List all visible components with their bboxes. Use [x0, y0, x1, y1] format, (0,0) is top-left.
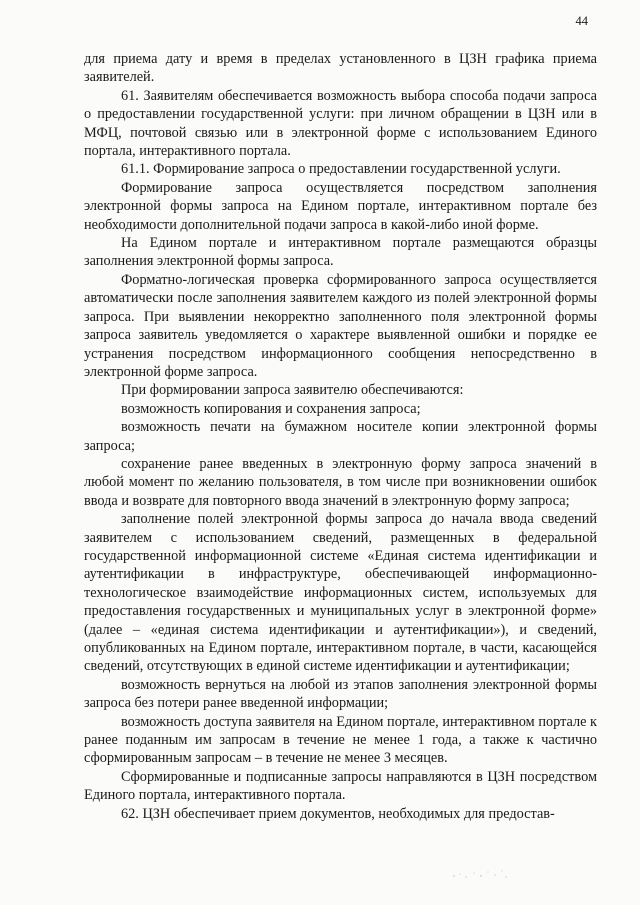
scan-artifact: [450, 868, 510, 880]
list-item: возможность вернуться на любой из этапов заполнения электронной формы запроса без потери ранее введенной информации;: [84, 676, 597, 712]
paragraph-62: 62. ЦЗН обеспечивает прием документов, необходимых для предостав-: [121, 805, 555, 822]
list-item: возможность доступа заявителя на Едином портале, интерактивном портале к ранее поданным им запросам в течение не менее 1 года, а также к частично сформированным запросам – в течение не менее 3 месяцев.: [84, 713, 597, 767]
paragraph: Сформированные и подписанные запросы направляются в ЦЗН посредством Единого портала, интерактивного портала.: [84, 768, 597, 804]
document-body: [84, 50, 597, 823]
paragraph: Форматно-логическая проверка сформированного запроса осуществляется автоматически после заполнения заявителем каждого из полей электронной формы запроса. При выявлении некорректно заполненного поля электронной формы запроса заявитель уведомляется о характере выявленной ошибки и порядке ее устранения посредством информационного сообщения непосредственно в электронной форме запроса.: [84, 271, 597, 380]
page-number: 44: [575, 14, 588, 28]
list-item: сохранение ранее введенных в электронную форму запроса значений в любой момент по желанию пользователя, в том числе при возникновении ошибок ввода и возврате для повторного ввода значений в электронную форму запроса;: [84, 455, 597, 509]
paragraph: На Едином портале и интерактивном портале размещаются образцы заполнения электронной формы запроса.: [84, 235, 597, 270]
paragraph-61-1: 61.1. Формирование запроса о предоставлении государственной услуги.: [121, 161, 561, 178]
list-item: заполнение полей электронной формы запроса до начала ввода сведений заявителем с использованием сведений, размещенных в федеральной государственной информационной системе «Единая система идентификации и аутентификации в инфраструктуре, обеспечивающей информационно-технологическое взаимодействие информационных систем, используемых для предоставления государственных и муниципальных услуг в электронной форме» (далее – «единая система идентификации и аутентификации»), и сведений, опубликованных на Едином портале, интерактивном портале, в части, касающейся сведений, отсутствующих в единой системе идентификации и аутентификации;: [84, 511, 597, 675]
paragraph: При формировании запроса заявителю обеспечиваются:: [121, 382, 464, 399]
paragraph: Формирование запроса осуществляется посредством заполнения электронной формы запроса на Едином портале, интерактивном портале без необходимости дополнительной подачи запроса в какой-либо иной форме.: [84, 179, 597, 233]
paragraph-continuation: для приема дату и время в пределах установленного в ЦЗН графика приема заявителей.: [84, 51, 597, 86]
list-item: возможность копирования и сохранения запроса;: [121, 400, 421, 417]
list-item: возможность печати на бумажном носителе копии электронной формы запроса;: [84, 419, 597, 454]
paragraph-61: 61. Заявителям обеспечивается возможность выбора способа подачи запроса о предоставлении государственной услуги: при личном обращении в ЦЗН или в МФЦ, почтовой связью или в электронной форме с использованием Единого портала, интерактивного портала.: [84, 87, 597, 160]
